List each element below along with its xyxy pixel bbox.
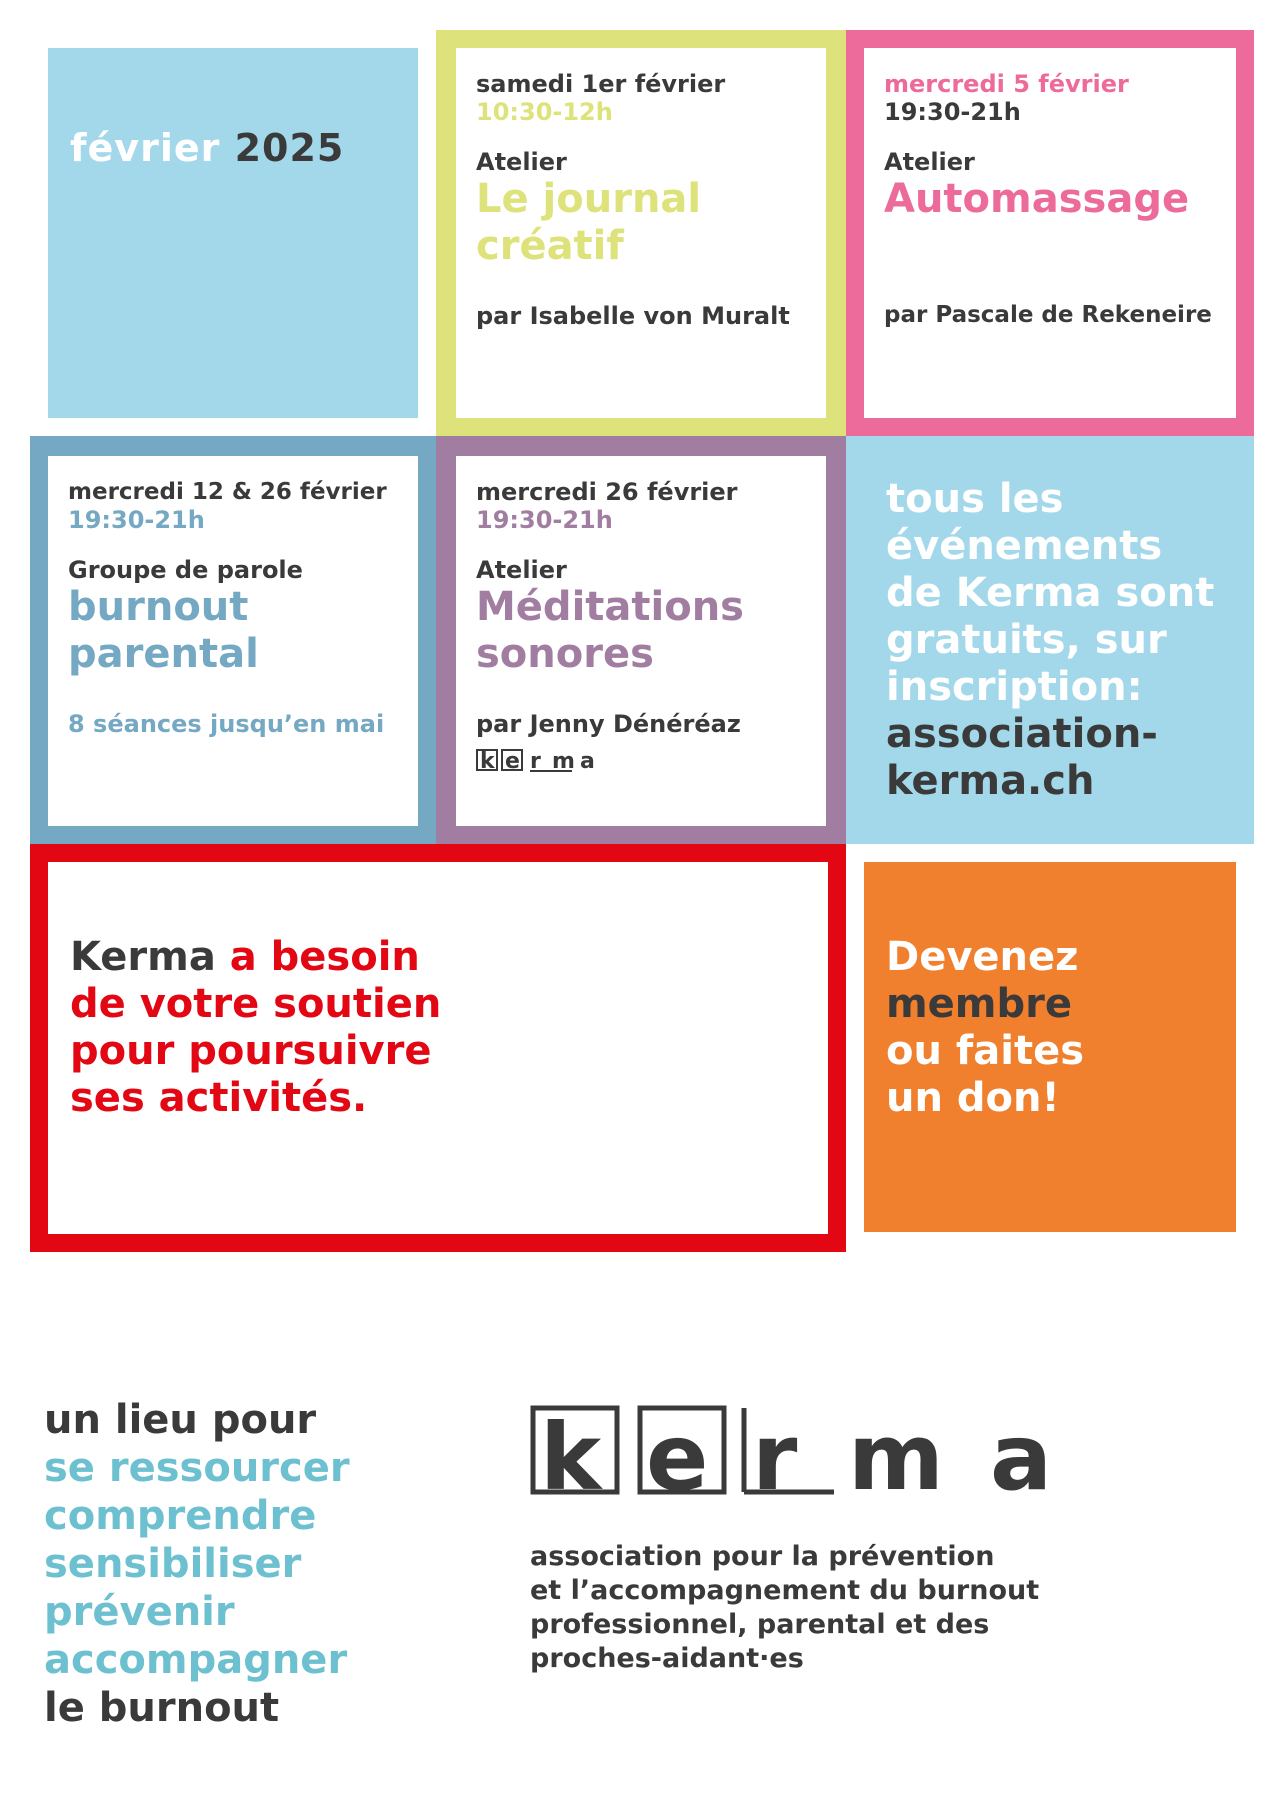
event-day: mercredi 26 février [476,478,738,506]
event-day: mercredi 12 & 26 février [68,479,387,505]
info-line: événements [886,523,1163,569]
info-line: inscription: [886,664,1143,710]
event-host: par Jenny Dénéréaz [476,710,741,738]
event-card-meditations[interactable] [456,456,826,826]
support-line [70,934,441,981]
tagline-verb: comprendre [44,1493,317,1539]
description-line: proches-aidant·es [530,1643,804,1674]
event-time: 19:30-21h [476,506,613,534]
month-year: 2025 [234,126,345,170]
support-text [70,934,441,1122]
logo-letter-m: m [552,749,575,772]
event-time: 19:30-21h [68,506,205,534]
tagline-intro: un lieu pour [44,1397,317,1443]
event-title-line: créatif [476,223,624,269]
description-line: et l’accompagnement du burnout [530,1575,1040,1606]
website-link-line: association- [886,711,1158,757]
membership-text [886,934,1084,1122]
logo-letter-r: r [752,1405,798,1495]
event-title [476,176,816,270]
support-line-rest: a besoin [215,934,420,980]
membership-line: un don! [886,1075,1060,1121]
membership-tile[interactable] [864,862,1236,1232]
info-text [886,476,1214,805]
support-card [48,862,828,1234]
info-line: tous les [886,476,1064,522]
description-line: association pour la prévention [530,1541,995,1572]
event-title-line: sonores [476,631,654,677]
event-type: Atelier [884,148,975,176]
website-link-line: kerma.ch [886,758,1095,804]
tagline-verb: se ressourcer [44,1445,350,1491]
logo-letter-a: a [580,749,595,772]
event-title-line: Le journal [476,176,702,222]
event-sessions-note: 8 séances jusqu’en mai [68,710,385,738]
event-title [884,176,1232,223]
support-brand: Kerma [70,934,216,980]
logo-letter-e: e [646,1405,709,1495]
event-title-line: Méditations [476,584,744,630]
logo-letter-a: a [990,1405,1053,1495]
event-host: par Pascale de Rekeneire [884,302,1212,328]
kerma-mini-logo [476,748,606,772]
logo-letter-r: r [530,749,541,772]
website-link[interactable] [886,711,1214,805]
event-type: Groupe de parole [68,556,303,584]
info-line: de Kerma sont [886,570,1215,616]
event-card-journal[interactable] [456,48,826,418]
tagline-verb: accompagner [44,1637,348,1683]
event-card-burnout-parental[interactable] [48,456,418,826]
kerma-logo [530,1405,1060,1495]
logo-letter-k: k [480,749,495,772]
support-line: de votre soutien [70,981,442,1027]
logo-letter-e: e [505,749,520,772]
event-host: par Isabelle von Muralt [476,302,790,330]
tagline-verb: prévenir [44,1589,235,1635]
info-tile [846,436,1254,844]
tagline [44,1396,464,1732]
month-title [70,126,344,170]
event-time: 10:30-12h [476,98,613,126]
association-description [530,1540,1090,1676]
event-title-line: burnout [68,584,249,630]
event-day: mercredi 5 février [884,70,1129,98]
logo-letter-m: m [848,1405,944,1495]
event-type: Atelier [476,148,567,176]
membership-line: membre [886,981,1072,1027]
logo-letter-k: k [540,1405,602,1495]
event-title [476,584,816,678]
info-line: gratuits, sur [886,617,1167,663]
tagline-outro: le burnout [44,1685,280,1731]
support-line: ses activités. [70,1075,368,1121]
month-tile [48,48,418,418]
membership-line: Devenez [886,934,1079,980]
membership-line: ou faites [886,1028,1085,1074]
event-time: 19:30-21h [884,98,1021,126]
event-title [68,584,413,678]
event-title-line: parental [68,631,259,677]
description-line: professionnel, parental et des [530,1609,990,1640]
tagline-verb: sensibiliser [44,1541,302,1587]
event-day: samedi 1er février [476,70,726,98]
event-card-automassage[interactable] [864,48,1236,418]
event-type: Atelier [476,556,567,584]
event-title-line: Automassage [884,176,1190,222]
month-name: février [70,126,221,170]
support-line: pour poursuivre [70,1028,432,1074]
